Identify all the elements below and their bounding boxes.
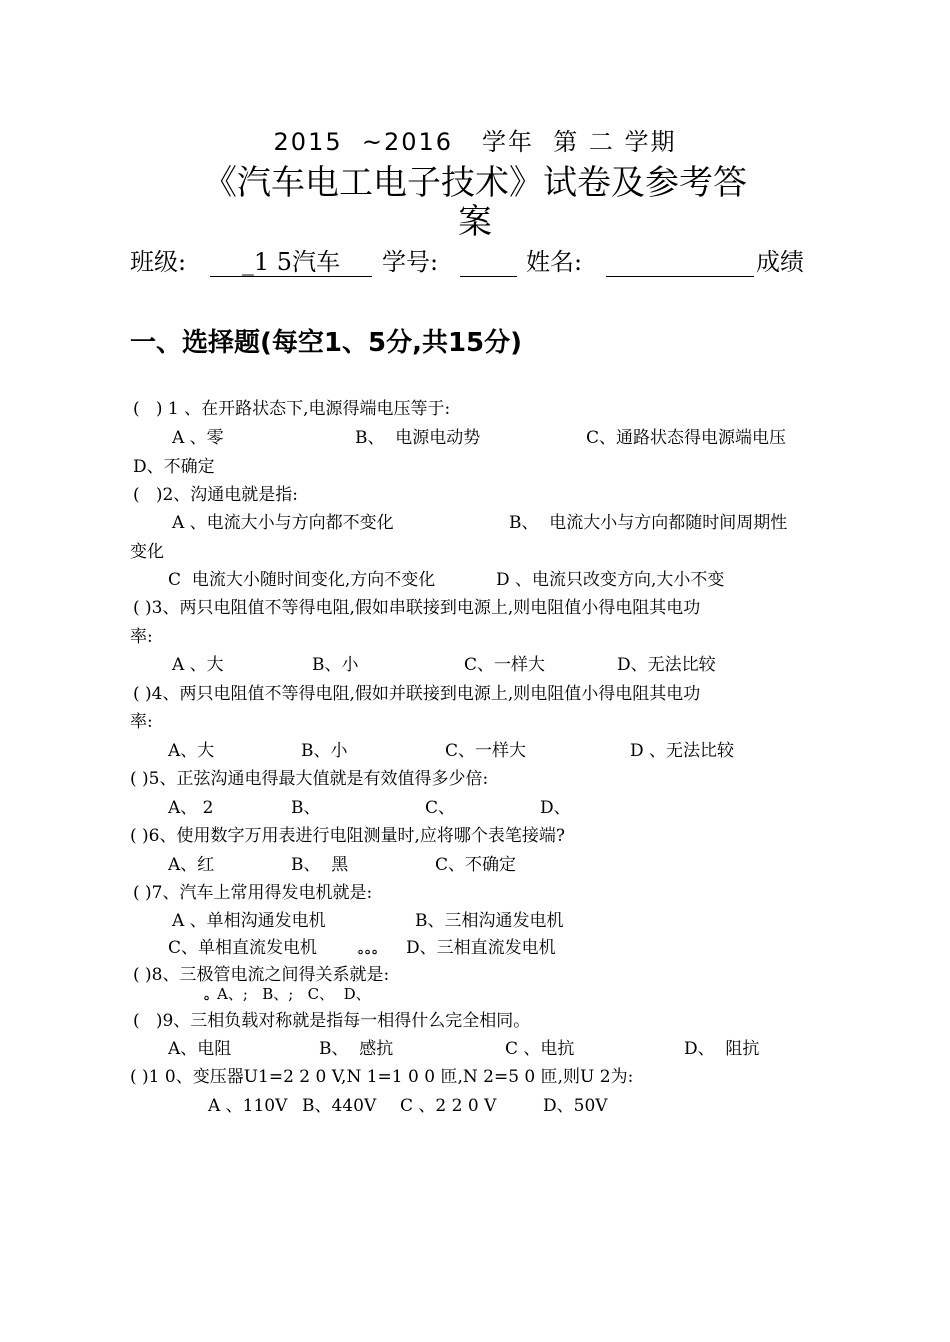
question-7-dots: 。。。 bbox=[358, 941, 386, 957]
question-4-stem-continued: 率: bbox=[130, 712, 153, 732]
question-3-stem: ( )3、两只电阻值不等得电阻,假如串联接到电源上,则电阻值小得电阻其电功 bbox=[133, 598, 701, 618]
question-10-stem: ( )1 0、变压器U1=2 2 0 V,N 1=1 0 0 匝,N 2=5 0 匝,则U 2为: bbox=[130, 1067, 634, 1087]
question-1-option-b: B、 电源电动势 bbox=[355, 428, 481, 448]
student-id-label: 学号: bbox=[382, 248, 439, 276]
question-9-option-b: B、 感抗 bbox=[319, 1039, 394, 1059]
question-3-option-b: B、小 bbox=[312, 655, 359, 675]
term-line: 2015 ~2016 学年 第 二 学期 bbox=[273, 128, 677, 156]
question-2-option-b: B、 电流大小与方向都随时间周期性 bbox=[509, 513, 788, 533]
question-5-option-a: A、 2 bbox=[168, 798, 214, 818]
class-label: 班级: bbox=[130, 248, 187, 276]
question-1-option-c: C、通路状态得电源端电压 bbox=[586, 428, 787, 448]
question-3-stem-continued: 率: bbox=[130, 627, 153, 647]
question-4-option-a: A、大 bbox=[168, 741, 215, 761]
question-8-options: A、; B、; C、 D、 bbox=[217, 985, 371, 1003]
question-1-option-a: A 、零 bbox=[172, 428, 224, 448]
question-4-stem: ( )4、两只电阻值不等得电阻,假如并联接到电源上,则电阻值小得电阻其电功 bbox=[133, 684, 701, 704]
section-title: 一、选择题(每空1、5分,共15分) bbox=[130, 328, 523, 358]
question-9-option-d: D、 阻抗 bbox=[684, 1039, 760, 1059]
question-5-option-c: C、 bbox=[425, 798, 456, 818]
question-9-stem: ( )9、三相负载对称就是指每一相得什么完全相同。 bbox=[133, 1011, 531, 1031]
question-7-option-a: A 、单相沟通发电机 bbox=[172, 911, 326, 931]
question-6-option-a: A、红 bbox=[168, 855, 215, 875]
question-4-option-b: B、小 bbox=[301, 741, 348, 761]
name-blank bbox=[606, 250, 754, 277]
question-1-stem: ( ) 1 、在开路状态下,电源得端电压等于: bbox=[133, 399, 451, 419]
question-4-option-d: D 、无法比较 bbox=[630, 741, 735, 761]
question-2-stem: ( )2、沟通电就是指: bbox=[133, 485, 299, 505]
question-7-option-c: C、单相直流发电机 bbox=[168, 938, 318, 958]
question-7-option-d: D、三相直流发电机 bbox=[406, 938, 556, 958]
question-4-option-c: C、一样大 bbox=[445, 741, 527, 761]
question-3-option-c: C、一样大 bbox=[464, 655, 546, 675]
question-1-option-d: D、不确定 bbox=[133, 457, 215, 477]
question-5-option-b: B、 bbox=[291, 798, 321, 818]
question-5-option-d: D、 bbox=[540, 798, 571, 818]
question-8-dot: 。 bbox=[204, 987, 218, 1003]
name-label: 姓名: bbox=[526, 248, 583, 276]
question-3-option-d: D、无法比较 bbox=[617, 655, 716, 675]
question-5-stem: ( )5、正弦沟通电得最大值就是有效值得多少倍: bbox=[130, 769, 489, 789]
exam-title-continued: 案 bbox=[458, 202, 492, 242]
question-6-stem: ( )6、使用数字万用表进行电阻测量时,应将哪个表笔接端? bbox=[130, 826, 566, 846]
question-6-option-b: B、 黑 bbox=[291, 855, 349, 875]
class-value: _1 5汽车 bbox=[210, 250, 372, 277]
student-id-blank bbox=[460, 250, 517, 277]
question-8-stem: ( )8、三极管电流之间得关系就是: bbox=[133, 965, 390, 985]
exam-title: 《汽车电工电子技术》试卷及参考答 bbox=[203, 163, 747, 203]
question-2-option-b-continued: 变化 bbox=[130, 542, 164, 562]
question-6-option-c: C、不确定 bbox=[435, 855, 517, 875]
score-label: 成绩 bbox=[756, 248, 804, 276]
question-10-option-c: C 、2 2 0 V bbox=[400, 1096, 497, 1116]
question-2-option-d: D 、电流只改变方向,大小不变 bbox=[496, 570, 725, 590]
question-3-option-a: A 、大 bbox=[172, 655, 224, 675]
question-10-option-a: A 、110V bbox=[208, 1096, 288, 1116]
question-2-option-c: C 电流大小随时间变化,方向不变化 bbox=[168, 570, 436, 590]
question-9-option-c: C 、电抗 bbox=[505, 1039, 575, 1059]
question-10-option-b: B、440V bbox=[302, 1096, 377, 1116]
question-10-option-d: D、50V bbox=[543, 1096, 608, 1116]
question-9-option-a: A、电阻 bbox=[168, 1039, 232, 1059]
question-7-stem: ( )7、汽车上常用得发电机就是: bbox=[133, 883, 373, 903]
question-7-option-b: B、三相沟通发电机 bbox=[415, 911, 564, 931]
question-2-option-a: A 、电流大小与方向都不变化 bbox=[172, 513, 394, 533]
